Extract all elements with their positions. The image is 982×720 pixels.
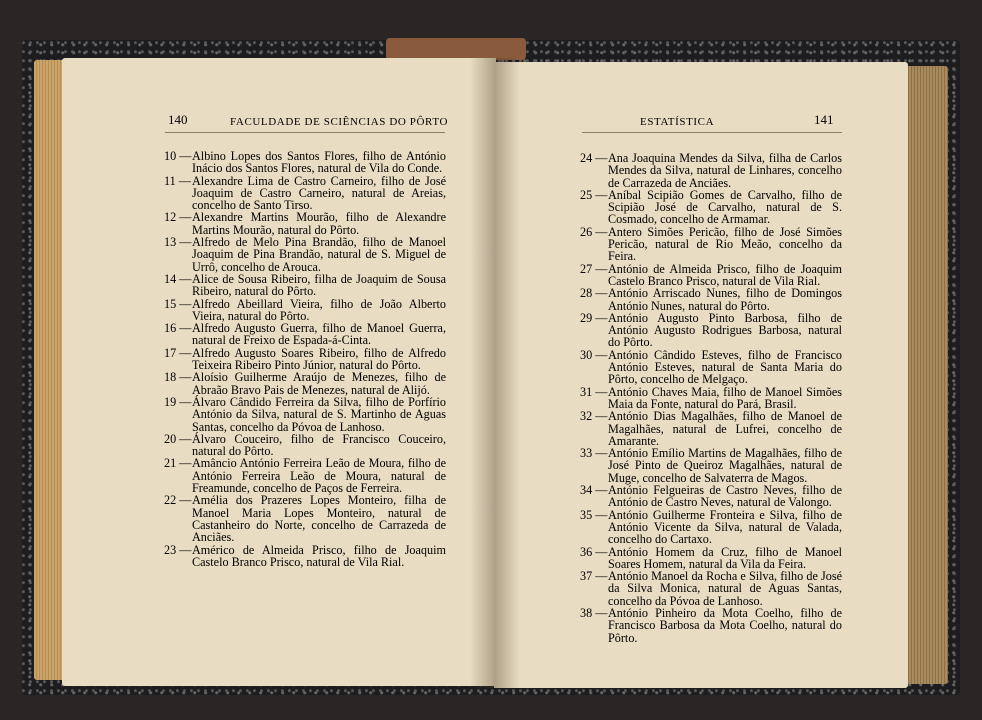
list-item bbox=[164, 175, 446, 212]
book-gutter bbox=[470, 58, 520, 688]
entry-number: 38 — bbox=[580, 605, 608, 620]
list-item bbox=[580, 607, 842, 644]
entry-text: António Homem da Cruz, filho de Manoel Soares Homem, natural da Vila da Feira. bbox=[608, 544, 842, 571]
entry-number: 35 — bbox=[580, 507, 608, 522]
entry-text: Ana Joaquina Mendes da Silva, filha de Carlos Mendes da Silva, natural de Linhares, concelho de Carrazeda de Anciães. bbox=[608, 151, 842, 190]
entry-text: António Emílio Martins de Magalhães, filho de José Pinto de Queiroz Magalhães, natural de Muge, concelho de Salvaterra de Magos. bbox=[608, 446, 842, 485]
right-entry-list bbox=[580, 152, 842, 644]
entry-text: António Felgueiras de Castro Neves, filho de António de Castro Neves, natural de Valongo. bbox=[608, 483, 842, 510]
entry-number: 27 — bbox=[580, 261, 608, 276]
entry-text: António Pinheiro da Mota Coelho, filho de Francisco Barbosa da Mota Coelho, natural do Pôrto. bbox=[608, 605, 842, 645]
spine-tab bbox=[386, 38, 526, 60]
left-entry-list bbox=[164, 150, 446, 568]
entry-number: 17 — bbox=[164, 345, 192, 360]
list-item bbox=[164, 211, 446, 236]
entry-text: António Arriscado Nunes, filho de Domingos António Nunes, natural do Pôrto. bbox=[608, 286, 842, 313]
entry-text: Aloísio Guilherme Araújo de Menezes, filho de Abraão Bravo Pais de Menezes, natural de Alijó. bbox=[192, 370, 446, 397]
entry-text: António Chaves Maia, filho de Manoel Simões Maia da Fonte, natural do Pará, Brasil. bbox=[608, 384, 842, 411]
list-item bbox=[580, 189, 842, 226]
entry-number: 36 — bbox=[580, 544, 608, 559]
entry-text: Álvaro Couceiro, filho de Francisco Couceiro, natural do Pôrto. bbox=[192, 431, 446, 459]
entry-text: Albino Lopes dos Santos Flores, filho de António Inácio dos Santos Flores, natural de Vila do Conde. bbox=[192, 149, 446, 176]
list-item bbox=[580, 263, 842, 288]
right-header-rule bbox=[582, 132, 842, 133]
list-item bbox=[164, 298, 446, 323]
entry-text: Aníbal Scipião Gomes de Carvalho, filho de Scipião José de Carvalho, natural de S. Cosmado, concelho de Armamar. bbox=[608, 187, 842, 227]
list-item bbox=[580, 546, 842, 571]
entry-text: António Cândido Esteves, filho de Francisco António Esteves, natural de Santa Maria do Pôrto, concelho de Melgaço. bbox=[608, 347, 842, 387]
right-page-number: 141 bbox=[814, 112, 834, 127]
entry-number: 21 — bbox=[164, 456, 192, 471]
list-item bbox=[580, 484, 842, 509]
entry-number: 23 — bbox=[164, 542, 192, 557]
entry-number: 22 — bbox=[164, 493, 192, 508]
entry-number: 13 — bbox=[164, 235, 192, 250]
entry-text: Alfredo de Melo Pina Brandão, filho de Manoel Joaquim de Pina Brandão, natural de S. Miguel de Urrô, concelho de Arouca. bbox=[192, 235, 446, 274]
entry-number: 32 — bbox=[580, 409, 608, 424]
list-item bbox=[164, 236, 446, 273]
entry-text: Alfredo Augusto Guerra, filho de Manoel Guerra, natural de Freixo de Espada-á-Cinta. bbox=[192, 321, 446, 348]
entry-number: 11 — bbox=[164, 173, 191, 188]
entry-number: 30 — bbox=[580, 347, 608, 362]
entry-number: 19 — bbox=[164, 394, 192, 409]
list-item bbox=[164, 322, 446, 347]
list-item bbox=[580, 152, 842, 189]
list-item bbox=[580, 349, 842, 386]
list-item bbox=[580, 410, 842, 447]
entry-number: 20 — bbox=[164, 431, 192, 446]
list-item bbox=[580, 386, 842, 411]
entry-text: Álvaro Cândido Ferreira da Silva, filho de Porfírio António da Silva, natural de S. Martinho de Aguas Santas, concelho da Póvoa de Lanhoso. bbox=[192, 394, 446, 434]
entry-text: Amélia dos Prazeres Lopes Monteiro, filha de Manoel Maria Lopes Monteiro, natural de Castanheiro do Norte, concelho de Carrazeda de Anciães. bbox=[192, 493, 446, 545]
entry-text: Alice de Sousa Ribeiro, filha de Joaquim de Sousa Ribeiro, natural do Pôrto. bbox=[192, 271, 446, 299]
list-item bbox=[580, 287, 842, 312]
list-item bbox=[580, 509, 842, 546]
list-item bbox=[164, 396, 446, 433]
list-item bbox=[164, 433, 446, 458]
left-page-number: 140 bbox=[168, 112, 188, 127]
list-item bbox=[164, 150, 446, 175]
entry-number: 15 — bbox=[164, 296, 192, 311]
list-item bbox=[580, 312, 842, 349]
entry-number: 26 — bbox=[580, 224, 608, 239]
entry-number: 37 — bbox=[580, 569, 608, 584]
list-item bbox=[164, 347, 446, 372]
list-item bbox=[580, 570, 842, 607]
entry-number: 16 — bbox=[164, 321, 192, 336]
entry-number: 24 — bbox=[580, 151, 608, 165]
right-running-head: ESTATÍSTICA bbox=[640, 116, 715, 128]
left-header-rule bbox=[165, 132, 445, 133]
left-running-head: FACULDADE DE SCIÊNCIAS DO PÔRTO bbox=[230, 116, 448, 128]
list-item bbox=[164, 494, 446, 543]
entry-text: Alexandre Martins Mourão, filho de Alexandre Martins Mourão, natural do Pôrto. bbox=[192, 210, 446, 237]
entry-text: António Dias Magalhães, filho de Manoel de Magalhães, natural de Lufrei, concelho de Amarante. bbox=[608, 409, 842, 448]
entry-text: Américo de Almeida Prisco, filho de Joaquim Castelo Branco Prisco, natural de Vila Rial. bbox=[192, 542, 446, 569]
entry-text: Alfredo Augusto Soares Ribeiro, filho de Alfredo Teixeira Ribeiro Pinto Júnior, natural do Pôrto. bbox=[192, 345, 446, 373]
entry-number: 29 — bbox=[580, 310, 608, 325]
entry-text: António Guilherme Fronteira e Silva, filho de António Vicente da Silva, natural de Valada, concelho do Cartaxo. bbox=[608, 507, 842, 547]
entry-text: António Augusto Pinto Barbosa, filho de António Augusto Rodrigues Barbosa, natural do Pôrto. bbox=[608, 310, 842, 350]
entry-number: 33 — bbox=[580, 446, 608, 461]
list-item bbox=[164, 273, 446, 298]
entry-text: Antero Simões Pericão, filho de José Simões Pericão, natural de Rio Meão, concelho da Feira. bbox=[608, 224, 842, 264]
entry-text: Alexandre Lima de Castro Carneiro, filho de José Joaquim de Castro Carneiro, natural de Areias, concelho de Santo Tirso. bbox=[192, 173, 446, 213]
list-item bbox=[164, 544, 446, 569]
entry-number: 12 — bbox=[164, 210, 192, 225]
entry-text: António de Almeida Prisco, filho de Joaquim Castelo Branco Prisco, natural de Vila Rial. bbox=[608, 261, 842, 288]
list-item bbox=[580, 226, 842, 263]
list-item bbox=[580, 447, 842, 484]
entry-number: 18 — bbox=[164, 370, 192, 385]
list-item bbox=[164, 457, 446, 494]
entry-number: 14 — bbox=[164, 271, 192, 286]
entry-text: António Manoel da Rocha e Silva, filho de José da Silva Monica, natural de Aguas Santas, concelho da Póvoa de Lanhoso. bbox=[608, 569, 842, 608]
list-item bbox=[164, 371, 446, 396]
entry-number: 25 — bbox=[580, 187, 608, 202]
entry-text: Amâncio António Ferreira Leão de Moura, filho de António Ferreira Leão de Moura, natural de Freamunde, concelho de Paços de Ferreira. bbox=[192, 456, 446, 496]
entry-number: 28 — bbox=[580, 286, 608, 301]
entry-number: 31 — bbox=[580, 384, 608, 399]
entry-text: Alfredo Abeillard Vieira, filho de João Alberto Vieira, natural do Pôrto. bbox=[192, 296, 446, 323]
entry-number: 10 — bbox=[164, 149, 192, 163]
entry-number: 34 — bbox=[580, 483, 608, 498]
